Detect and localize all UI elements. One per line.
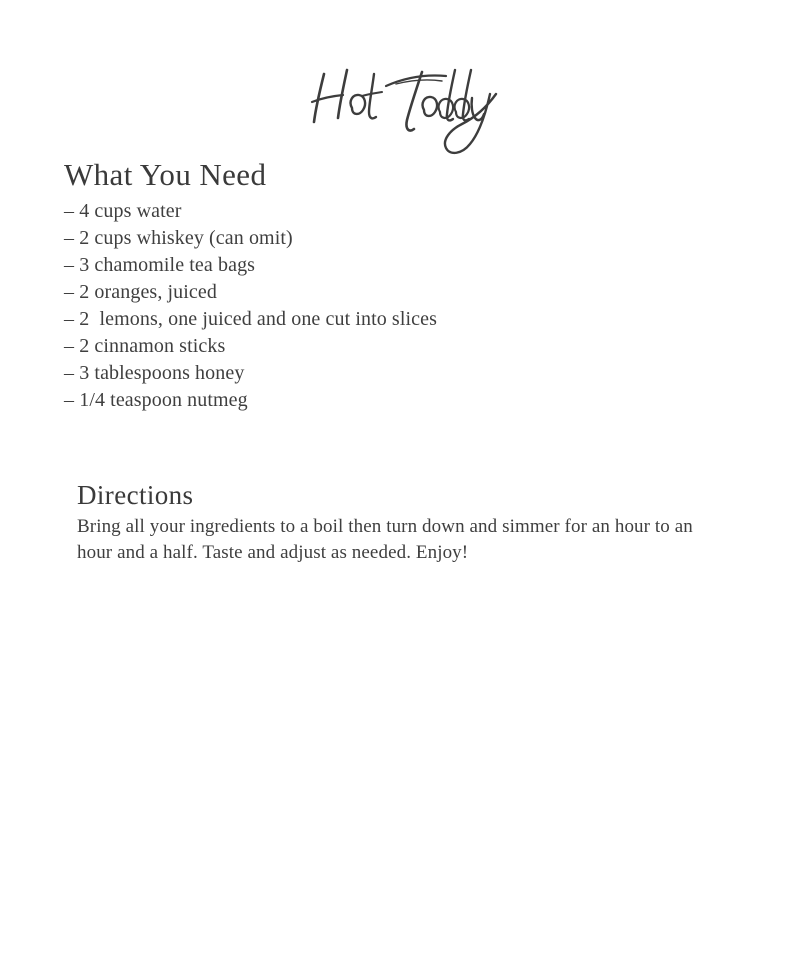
recipe-title	[0, 46, 800, 166]
directions-body: Bring all your ingredients to a boil then turn down and simmer for an hour to an hour and a half. Taste and adjust as needed. Enjoy!	[77, 516, 693, 563]
list-item	[64, 252, 624, 279]
ingredient-text: 2 oranges, juiced	[79, 281, 217, 303]
hot-toddy-script-title-icon	[300, 50, 500, 162]
list-item	[64, 333, 624, 360]
list-item	[64, 225, 624, 252]
ingredients-list	[64, 198, 624, 414]
list-bullet: –	[64, 200, 75, 222]
directions-heading: Directions	[77, 480, 194, 510]
ingredient-text: 2 cups whiskey (can omit)	[79, 227, 293, 249]
ingredient-text: 2 cinnamon sticks	[79, 335, 226, 357]
ingredient-text: 1/4 teaspoon nutmeg	[79, 389, 248, 411]
list-item	[64, 387, 624, 414]
list-item	[64, 198, 624, 225]
list-bullet: –	[64, 335, 75, 357]
ingredients-section	[64, 157, 624, 414]
ingredient-text: 3 chamomile tea bags	[79, 254, 256, 276]
ingredients-heading: What You Need	[64, 157, 267, 192]
list-bullet: –	[64, 308, 75, 330]
list-bullet: –	[64, 362, 75, 384]
list-item	[64, 279, 624, 306]
list-bullet: –	[64, 389, 75, 411]
ingredient-text: 2 lemons, one juiced and one cut into slices	[79, 308, 437, 330]
list-bullet: –	[64, 254, 75, 276]
list-bullet: –	[64, 281, 75, 303]
list-item	[64, 360, 624, 387]
ingredient-text: 4 cups water	[79, 200, 182, 222]
list-bullet: –	[64, 227, 75, 249]
directions-section	[77, 479, 722, 566]
ingredient-text: 3 tablespoons honey	[79, 362, 245, 384]
list-item	[64, 306, 624, 333]
